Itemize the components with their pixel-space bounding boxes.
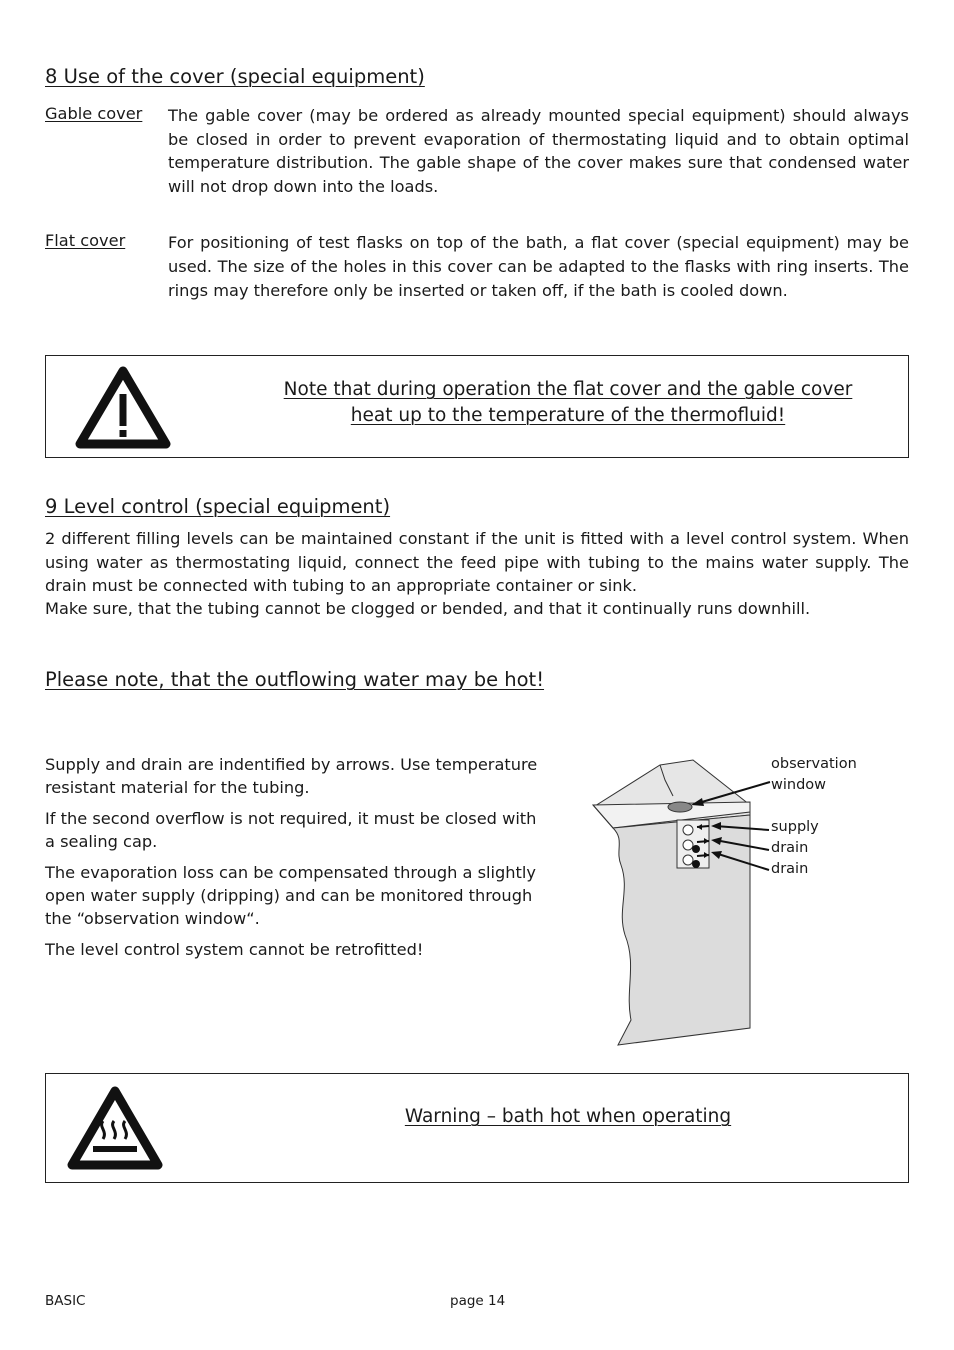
flat-cover-text: For positioning of test flasks on top of the bath, a flat cover (special equipment) may be used. The size of the holes in this cover can be adapted to the flasks with ring inserts. The rings may therefore only be inserted or taken off, if the bath is cooled down. [168, 233, 909, 300]
footer-model: BASIC [45, 1293, 86, 1309]
drain-label-1: drain [771, 840, 809, 856]
level-control-notes [45, 753, 545, 969]
section-9-heading: 9 Level control (special equipment) [45, 495, 391, 518]
supply-label: supply [771, 819, 819, 835]
warning-triangle-icon [73, 364, 173, 452]
flat-cover-label: Flat cover [45, 231, 126, 250]
gable-cover-label: Gable cover [45, 104, 143, 123]
note-line-1: Note that during operation the flat cover and the gable cover [283, 379, 853, 400]
note-paragraph-2: If the second overflow is not required, it must be closed with a sealing cap. [45, 809, 537, 851]
section-9-paragraph: 2 different filling levels can be maintained constant if the unit is fitted with a level control system. When using water as thermostating liquid, connect the feed pipe with tubing to the mains water supply. The drain must be connected with tubing to an appropriate container or sink. [45, 529, 909, 595]
drain-label-2: drain [771, 861, 809, 877]
observation-window-label [771, 754, 857, 796]
warning-box [45, 1073, 909, 1183]
observation-label-line-1: observation [771, 756, 857, 772]
section-9-paragraph-2: Make sure, that the tubing cannot be clogged or bended, and that it continually runs downhill. [45, 599, 811, 618]
observation-label-line-2: window [771, 777, 827, 793]
hot-water-note: Please note, that the outflowing water may be hot! [45, 668, 545, 691]
level-control-diagram [585, 750, 785, 1050]
warning-text: Warning – bath hot when operating [404, 1106, 732, 1127]
gable-cover-text: The gable cover (may be ordered as already mounted special equipment) should always be closed in order to prevent evaporation of thermostating liquid and to obtain optimal temperature distribution. The gable shape of the cover makes sure that condensed water will not drop down into the loads. [168, 106, 909, 196]
note-paragraph-1: Supply and drain are indentified by arrows. Use temperature resistant material for the tubing. [45, 755, 538, 797]
note-paragraph-3: The evaporation loss can be compensated through a slightly open water supply (dripping) and can be monitored through the “observation window“. [45, 863, 536, 928]
note-box [45, 355, 909, 458]
hot-surface-warning-icon [65, 1083, 165, 1173]
note-line-2: heat up to the temperature of the thermofluid! [350, 404, 786, 426]
page-number: page 14 [450, 1293, 506, 1309]
note-paragraph-4: The level control system cannot be retrofitted! [45, 940, 424, 959]
section-8-heading: 8 Use of the cover (special equipment) [45, 65, 425, 88]
fitting-labels [771, 817, 819, 880]
note-text [226, 377, 910, 428]
